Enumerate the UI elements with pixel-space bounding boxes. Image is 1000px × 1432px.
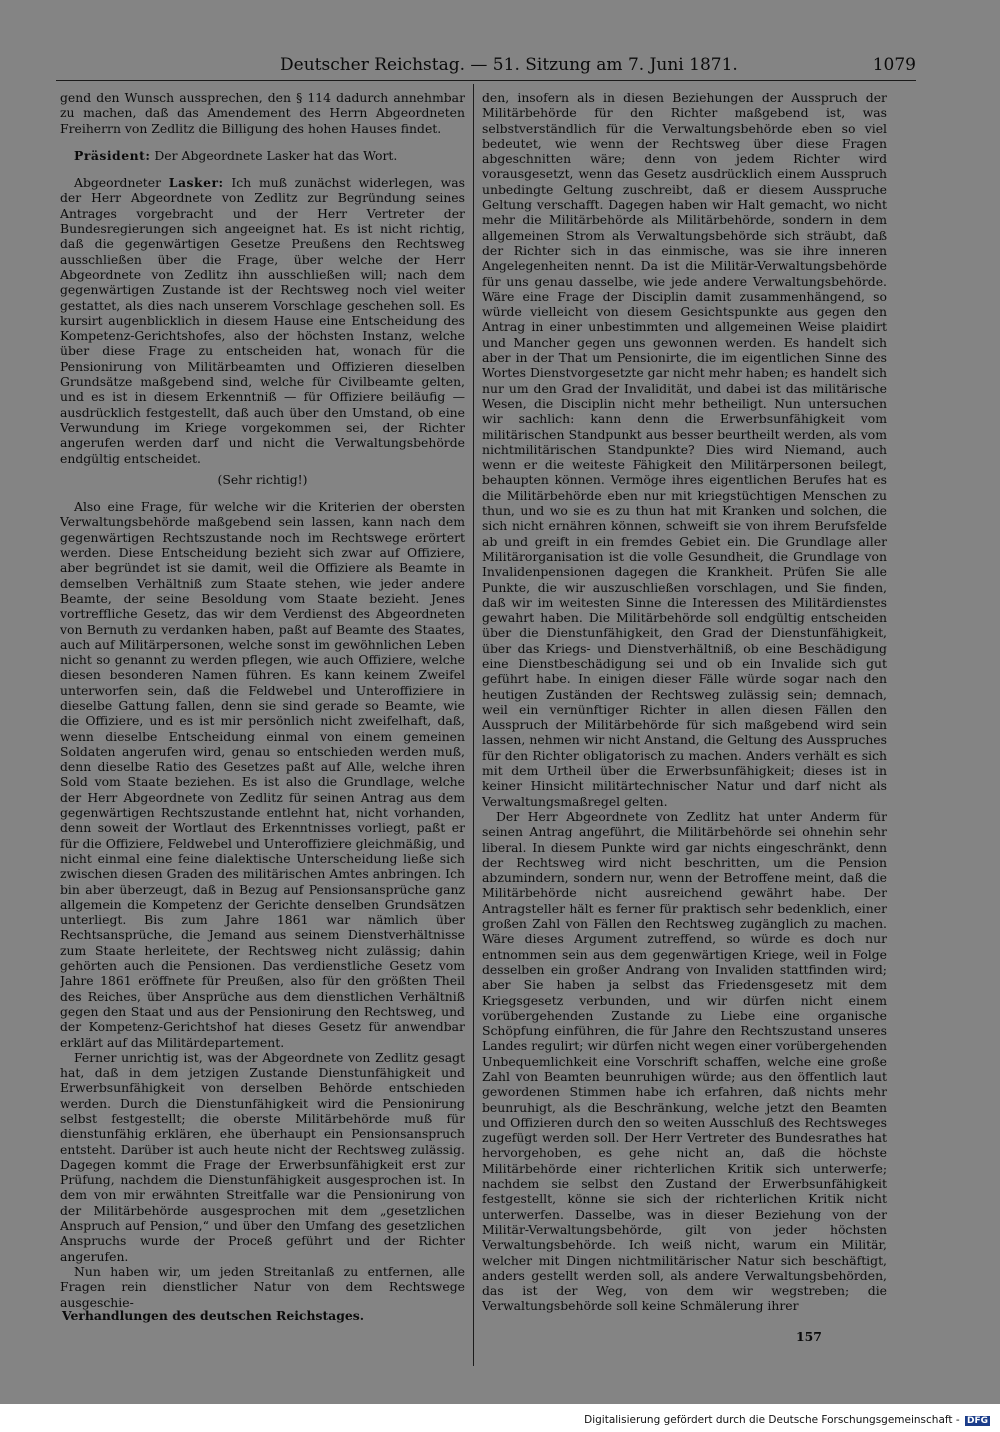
interjection: (Sehr richtig!) xyxy=(217,471,308,487)
paragraph: gend den Wunsch aussprechen, den § 114 dadurch annehmbar zu machen, daß das Amendement des Herrn Abgeordneten Freiherrn von Zedlitz die Billigung des hohen Hauses findet. xyxy=(60,90,465,136)
paragraph: den, insofern als in diesen Beziehungen der Ausspruch der Militärbehörde für den Richter maßgebend ist, was selbstverständlich für die Verwaltungsbehörde eben so viel bedeutet, wie wenn der Rechtsweg über diese Fragen abgeschnitten wäre; denn von jedem Richter wird vorausgesetzt, wenn das Gesetz ausdrücklich einem Ausspruch unbedingte Geltung zuschreibt, daß er diesem Ausspruche Geltung verschafft. Dagegen haben wir Halt gemacht, wo nicht mehr die Militärbehörde als Militärbehörde, sondern in dem allgemeinen Strom als Verwaltungsbehörde sich sträubt, daß der Richter sich in das einmische, was sie ihre inneren Angelegenheiten nennt. Da ist die Militär-Verwaltungsbehörde für uns genau dasselbe, wie jede andere Verwaltungsbehörde. Wäre eine Frage der Disciplin damit zusammenhängend, so würde vielleicht von diesem Gesichtspunkte aus gegen den Antrag in einer unbestimmten und allgemeinen Weise plaidirt und Mancher gegen uns gewonnen werden. Es handelt sich aber in der That um Pensionirte, die im eigentlichen Sinne des Wortes Dienstvorgesetzte gar nicht mehr haben; es handelt sich nur um den Grad der Invalidität, und dabei ist das militärische Wesen, die Disciplin nicht mehr betheiligt. Nun untersuchen wir sachlich: kann denn die Erwerbsunfähigkeit vom militärischen Standpunkt aus besser beurtheilt werden, als vom nichtmilitärischen Standpunkte? Dies wird Niemand, auch wenn er die weiteste Fähigkeit den Militärpersonen beilegt, behaupten können. Vermöge ihres eigentlichen Berufes hat es die Militärbehörde eben nur mit kriegstüchtigen Menschen zu thun, und wo sie es zu thun hat mit Kranken und solchen, die sich nicht ernähren können, schweift sie von ihrem Berufsfelde ab und greift in ein fremdes Gebiet ein. Die Grundlage aller Militärorganisation ist die volle Gesundheit, die Grundlage von Invalidenpensionen dagegen die Krankheit. Prüfen Sie alle Punkte, die wir auszuschließen vorschlagen, und Sie finden, daß wir im weitesten Sinne die Interessen des Militärdienstes gewahrt haben. Die Militärbehörde soll endgültig entscheiden über die Dienstunfähigkeit, den Grad der Dienstunfähigkeit, über das Kriegs- und Dienstverhältniß, ob eine Beschädigung eine Dienstbeschädigung sei und ob ein Invalide sich gut geführt habe. In einigen dieser Fälle würde sogar nach den heutigen Zuständen der Rechtsweg zulässig sein; demnach, weil ein vernünftiger Richter in allen diesen Fällen den Ausspruch der Militärbehörde für sich maßgebend wird sein lassen, nehmen wir nicht Anstand, die Geltung des Ausspruches für den Richter obligatorisch zu machen. Anders verhält es sich mit dem Urtheil über die Erwerbsunfähigkeit; dieses ist in keiner Hinsicht militärtechnischer Natur und darf nicht als Verwaltungsmaßregel gelten. xyxy=(482,90,887,809)
speaker-text: Der Abgeordnete Lasker hat das Wort. xyxy=(154,147,398,163)
speaker-label: Präsident: xyxy=(74,147,151,163)
speaker-name: Lasker: xyxy=(168,175,224,191)
paragraph: Ferner unrichtig ist, was der Abgeordnete von Zedlitz gesagt hat, daß in dem jetzigen Zustande Dienstunfähigkeit und Erwerbsunfähigkeit von derselben Behörde entschieden werden. Durch die Dienstunfähigkeit wird die Pensionirung selbst festgestellt; die oberste Militärbehörde muß für dienstunfähig erklären, ehe überhaupt ein Pensionsanspruch entsteht. Darüber ist auch heute nicht der Rechtsweg zulässig. Dagegen kommt die Frage der Erwerbsunfähigkeit erst zur Prüfung, nachdem die Dienstunfähigkeit ausgesprochen ist. In dem von mir erwähnten Streitfalle war die Pensionirung von der Militärbehörde ausgesprochen mit dem „gesetzlichen Anspruch auf Pension,“ und über den Umfang des gesetzlichen Anspruchs wurde der Proceß geführt und der Richter angerufen. xyxy=(60,1049,465,1264)
column-divider xyxy=(473,84,474,1366)
header-rule xyxy=(56,80,916,81)
paragraph: Nun haben wir, um jeden Streitanlaß zu entfernen, alle Fragen rein dienstlicher Natur von dem Rechtswege ausgeschie- xyxy=(60,1263,465,1310)
dfg-logo: DFG xyxy=(966,1416,988,1426)
footer-sheet-number: 157 xyxy=(796,1329,822,1344)
left-column xyxy=(60,90,465,1358)
running-header xyxy=(56,52,916,82)
speech-text: Ich muß zunächst widerlegen, was der Herr Abgeordnete von Zedlitz zur Begründung seines Antrages vorgebracht und der Herr Vertreter der Bundesregierungen sich angeeignet hat. Es ist nicht richtig, daß die gegenwärtigen Gesetze Preußens den Rechtsweg ausschließen über die Frage, über welche der Herr Abgeordnete von Zedlitz ihn ausschließen will; nach dem gegenwärtigen Zustande ist der Rechtsweg noch viel weiter gestattet, als dies nach unserem Vorschlage geschehen soll. Es kursirt augenblicklich in diesem Hause eine Entscheidung des Kompetenz-Gerichtshofes, also der höchsten Instanz, welche über diese Frage zu entscheiden hat, wonach für die Pensionirung von Militärbeamten und Offizieren dieselben Grundsätze maßgebend sind, welche für Civilbeamte gelten, und es ist in diesem Erkenntniß — für Offiziere beiläufig — ausdrücklich festgestellt, daß auch über den Umstand, ob eine Verwundung im Kriege vorgekommen sei, der Richter angerufen werden darf und nicht die Verwaltungsbehörde endgültig entscheidet. xyxy=(60,175,465,466)
right-column xyxy=(482,90,887,1336)
paragraph: Der Herr Abgeordnete von Zedlitz hat unter Anderm für seinen Antrag angeführt, die Militärbehörde sei ohnehin sehr liberal. In diesem Punkte wird gar nichts eingeschränkt, denn der Rechtsweg wird nicht beschritten, um die Pension abzumindern, sondern nur, wenn der Betroffene meint, daß die Militärbehörde nicht ausreichend gewährt habe. Der Antragsteller hält es ferner für praktisch sehr bedenklich, einer großen Zahl von Fällen den Rechtsweg zugänglich zu machen. Wäre dieses Argument zutreffend, so würde es doch nur entnommen sein aus dem gegenwärtigen Kriege, weil in Folge desselben ein großer Andrang von Invaliden stattfinden wird; aber Sie haben ja selbst das Friedensgesetz mit dem Kriegsgesetz verbunden, und wir dürfen nicht einem vorübergehenden Zustande zu Liebe eine organische Schöpfung einführen, die für Jahre den Rechtszustand unseres Landes regulirt; wir dürfen nicht wegen einer vorübergehenden Unbequemlichkeit eine Vorschrift schaffen, welche eine große Zahl von Beamten beunruhigen würde; aus den öffentlich laut gewordenen Stimmen habe ich erfahren, daß nichts mehr beunruhigt, als die Beschränkung, welche jetzt den Beamten und Offizieren durch den so weiten Ausschluß des Rechtsweges zugefügt werden soll. Der Herr Vertreter des Bundesrathes hat hervorgehoben, es gehe nicht an, daß die höchste Militärbehörde einer richterlichen Kritik sich unterwerfe; nachdem sie selbst den Zustand der Erwerbsunfähigkeit festgestellt, könne sie sich der richterlichen Kritik nicht unterwerfen. Dasselbe, was in dieser Beziehung von der Militär-Verwaltungsbehörde, gilt von jeder höchsten Verwaltungsbehörde. Ich weiß nicht, warum ein Militär, welcher mit Dingen nichtmilitärischer Natur sich beschäftigt, anders gestellt werden soll, als andere Verwaltungsbehörden, das ist der Weg, von dem wir wegstreben; die Verwaltungsbehörde soll keine Schmälerung ihrer xyxy=(482,808,887,1314)
credit-text: Digitalisierung gefördert durch die Deutsche Forschungsgemeinschaft - xyxy=(584,1414,960,1426)
lasker-paragraph xyxy=(60,175,465,466)
speaker-intro: Abgeordneter xyxy=(74,175,162,191)
paragraph: Also eine Frage, für welche wir die Kriterien der obersten Verwaltungsbehörde maßgebend sein lassen, kann nach dem gegenwärtigen Rechtszustande noch im Rechtswege erörtert werden. Diese Entscheidung bezieht sich zwar auf Offiziere, aber begründet ist sie damit, weil die Offiziere als Beamte in demselben Verhältniß zum Staate stehen, wie jeder andere Beamte, der seine Besoldung vom Staate bezieht. Jenes vortreffliche Gesetz, das wir dem Verdienst des Abgeordneten von Bernuth zu verdanken haben, paßt auf Beamte des Staates, auch auf Militärpersonen, welche sonst im gewöhnlichen Leben nicht so genannt zu werden pflegen, wie auch Offiziere, welche diesen besonderen Namen führen. Es kann keinem Zweifel unterworfen sein, daß die Feldwebel und Unteroffiziere in dieselbe Gattung fallen, denn sie sind gerade so Beamte, wie die Offiziere, und es ist mir persönlich nicht zweifelhaft, daß, wenn dieselbe Entscheidung einmal von einem gemeinen Soldaten angerufen wird, genau so entschieden werden muß, denn dieselbe Ratio des Gesetzes paßt auf Alle, welche ihren Sold vom Staate beziehen. Es ist also die Grundlage, welche der Herr Abgeordnete von Zedlitz für seinen Antrag aus dem gegenwärtigen Rechtszustande entlehnt hat, nicht vorhanden, denn soweit der Wortlaut des Erkenntnisses vorliegt, paßt er für die Offiziere, Feldwebel und Unteroffiziere gleichmäßig, und nicht einmal eine feine dialektische Unterscheidung ließe sich zwischen diesen Graden des militärischen Amtes anbringen. Ich bin aber überzeugt, daß in Bezug auf Pensionsansprüche ganz allgemein die Kompetenz der Gerichte denselben Grundsätzen unterliegt. Bis zum Jahre 1861 war nämlich über Rechtsansprüche, die Jemand aus seinem Dienstverhältnisse zum Staate herleitete, der Rechtsweg nicht zulässig; dahin gehörten auch die Pensionen. Das verdienstliche Gesetz vom Jahre 1861 eröffnete für Preußen, also für den größten Theil des Reiches, über Ansprüche aus dem dienstlichen Verhältniß gegen den Staat und aus der Pensionirung den Rechtsweg, und der Kompetenz-Gerichtshof hat dieses Gesetz für anwendbar erklärt auf das Militärdepartement. xyxy=(60,499,465,1050)
header-page-number: 1079 xyxy=(872,55,916,75)
newspaper-page xyxy=(56,46,916,1376)
president-paragraph xyxy=(60,148,465,163)
header-title: Deutscher Reichstag. — 51. Sitzung am 7. Juni 1871. xyxy=(280,55,738,75)
digitization-credit xyxy=(584,1414,990,1426)
footer-publication: Verhandlungen des deutschen Reichstages. xyxy=(62,1308,365,1323)
